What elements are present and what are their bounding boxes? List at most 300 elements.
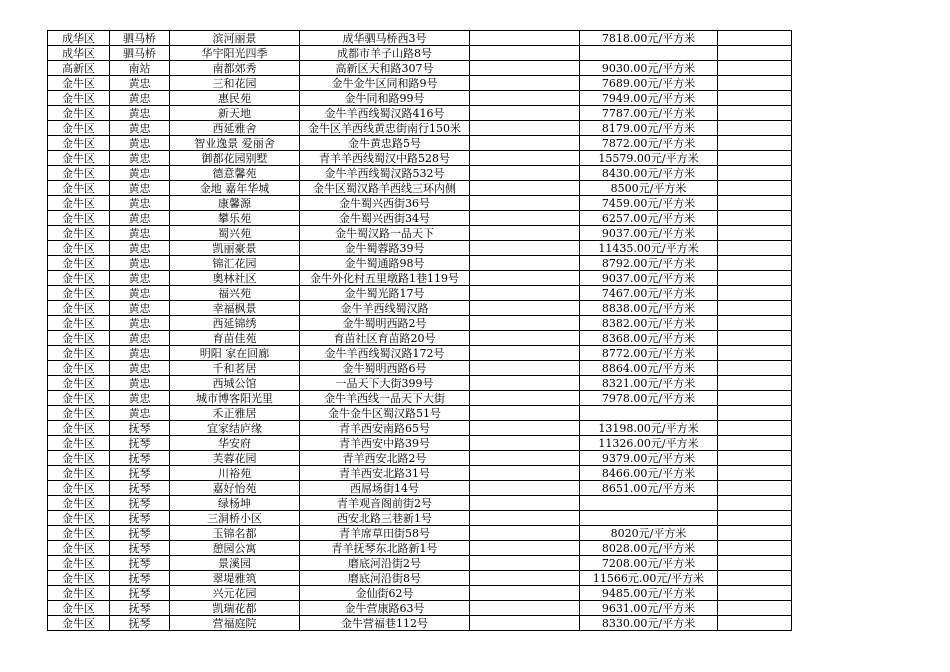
price-cell[interactable]: 8382.00元/平方米 (580, 316, 718, 331)
estate-name-cell[interactable]: 凯瑞花都 (170, 601, 300, 616)
estate-name-cell[interactable]: 育苗佳苑 (170, 331, 300, 346)
district-cell[interactable]: 金牛区 (48, 316, 110, 331)
extra-cell[interactable] (718, 466, 792, 481)
blank-cell[interactable] (470, 121, 580, 136)
district-cell[interactable]: 金牛区 (48, 181, 110, 196)
price-cell[interactable]: 9379.00元/平方米 (580, 451, 718, 466)
extra-cell[interactable] (718, 76, 792, 91)
extra-cell[interactable] (718, 421, 792, 436)
blank-cell[interactable] (470, 466, 580, 481)
price-cell[interactable]: 7208.00元/平方米 (580, 556, 718, 571)
address-cell[interactable]: 金牛同和路99号 (300, 91, 470, 106)
extra-cell[interactable] (718, 241, 792, 256)
estate-name-cell[interactable]: 城市博客阳光里 (170, 391, 300, 406)
area-cell[interactable]: 抚琴 (110, 451, 170, 466)
area-cell[interactable]: 驷马桥 (110, 46, 170, 61)
blank-cell[interactable] (470, 361, 580, 376)
extra-cell[interactable] (718, 496, 792, 511)
area-cell[interactable]: 黄忠 (110, 226, 170, 241)
extra-cell[interactable] (718, 31, 792, 46)
table-row (48, 346, 792, 361)
estate-name-cell[interactable]: 惠民苑 (170, 91, 300, 106)
estate-name-cell[interactable]: 新天地 (170, 106, 300, 121)
extra-cell[interactable] (718, 61, 792, 76)
area-cell[interactable]: 黄忠 (110, 166, 170, 181)
address-cell[interactable]: 磨底河沿街8号 (300, 571, 470, 586)
blank-cell[interactable] (470, 616, 580, 631)
blank-cell[interactable] (470, 421, 580, 436)
blank-cell[interactable] (470, 136, 580, 151)
address-cell[interactable]: 金牛营福巷112号 (300, 616, 470, 631)
address-cell[interactable]: 金牛羊西线蜀汉路 (300, 301, 470, 316)
district-cell[interactable]: 金牛区 (48, 301, 110, 316)
area-cell[interactable]: 驷马桥 (110, 31, 170, 46)
district-cell[interactable]: 金牛区 (48, 571, 110, 586)
district-cell[interactable]: 金牛区 (48, 256, 110, 271)
blank-cell[interactable] (470, 31, 580, 46)
district-cell[interactable]: 金牛区 (48, 421, 110, 436)
address-cell[interactable]: 金牛羊西线蜀汉路416号 (300, 106, 470, 121)
price-cell[interactable]: 13198.00元/平方米 (580, 421, 718, 436)
estate-name-cell[interactable]: 福兴苑 (170, 286, 300, 301)
area-cell[interactable]: 黄忠 (110, 316, 170, 331)
area-cell[interactable]: 抚琴 (110, 541, 170, 556)
address-cell[interactable]: 金牛蜀明西路2号 (300, 316, 470, 331)
price-cell[interactable] (580, 46, 718, 61)
address-cell[interactable]: 育苗社区育苗路20号 (300, 331, 470, 346)
table-row (48, 136, 792, 151)
price-cell[interactable]: 8838.00元/平方米 (580, 301, 718, 316)
blank-cell[interactable] (470, 91, 580, 106)
estate-name-cell[interactable]: 南都郊秀 (170, 61, 300, 76)
blank-cell[interactable] (470, 526, 580, 541)
estate-name-cell[interactable]: 景溪园 (170, 556, 300, 571)
price-cell[interactable]: 8028.00元/平方米 (580, 541, 718, 556)
address-cell[interactable]: 金牛蜀光路17号 (300, 286, 470, 301)
address-cell[interactable]: 金牛蜀通路98号 (300, 256, 470, 271)
address-cell[interactable]: 高新区天和路307号 (300, 61, 470, 76)
table-row (48, 121, 792, 136)
area-cell[interactable]: 黄忠 (110, 271, 170, 286)
area-cell[interactable]: 黄忠 (110, 196, 170, 211)
extra-cell[interactable] (718, 226, 792, 241)
estate-name-cell[interactable]: 翠堤雅筑 (170, 571, 300, 586)
estate-name-cell[interactable]: 兴元花园 (170, 586, 300, 601)
extra-cell[interactable] (718, 616, 792, 631)
estate-name-cell[interactable]: 西城公馆 (170, 376, 300, 391)
area-cell[interactable]: 抚琴 (110, 421, 170, 436)
extra-cell[interactable] (718, 271, 792, 286)
estate-name-cell[interactable]: 千和茗居 (170, 361, 300, 376)
area-cell[interactable]: 抚琴 (110, 466, 170, 481)
address-cell[interactable]: 金牛金牛区蜀汉路51号 (300, 406, 470, 421)
area-cell[interactable]: 黄忠 (110, 106, 170, 121)
price-cell[interactable]: 7689.00元/平方米 (580, 76, 718, 91)
blank-cell[interactable] (470, 376, 580, 391)
price-cell[interactable]: 8179.00元/平方米 (580, 121, 718, 136)
price-cell[interactable]: 9631.00元/平方米 (580, 601, 718, 616)
price-cell[interactable]: 8321.00元/平方米 (580, 376, 718, 391)
estate-name-cell[interactable]: 锦汇花园 (170, 256, 300, 271)
estate-name-cell[interactable]: 西延雅舍 (170, 121, 300, 136)
address-cell[interactable]: 青羊西安南路65号 (300, 421, 470, 436)
area-cell[interactable]: 抚琴 (110, 586, 170, 601)
area-cell[interactable]: 黄忠 (110, 136, 170, 151)
price-cell[interactable]: 8651.00元/平方米 (580, 481, 718, 496)
price-cell[interactable]: 8466.00元/平方米 (580, 466, 718, 481)
price-cell[interactable]: 7459.00元/平方米 (580, 196, 718, 211)
district-cell[interactable]: 金牛区 (48, 601, 110, 616)
address-cell[interactable]: 金牛区羊西线黄忠街南行150米 (300, 121, 470, 136)
area-cell[interactable]: 黄忠 (110, 211, 170, 226)
blank-cell[interactable] (470, 391, 580, 406)
extra-cell[interactable] (718, 166, 792, 181)
price-cell[interactable]: 8500元/平方米 (580, 181, 718, 196)
district-cell[interactable]: 金牛区 (48, 151, 110, 166)
district-cell[interactable]: 金牛区 (48, 391, 110, 406)
district-cell[interactable]: 金牛区 (48, 286, 110, 301)
extra-cell[interactable] (718, 346, 792, 361)
area-cell[interactable]: 黄忠 (110, 121, 170, 136)
blank-cell[interactable] (470, 241, 580, 256)
area-cell[interactable]: 抚琴 (110, 571, 170, 586)
price-cell[interactable] (580, 496, 718, 511)
address-cell[interactable]: 金牛羊西线蜀汉路172号 (300, 346, 470, 361)
extra-cell[interactable] (718, 181, 792, 196)
area-cell[interactable]: 黄忠 (110, 376, 170, 391)
address-cell[interactable]: 青羊西安北路2号 (300, 451, 470, 466)
district-cell[interactable]: 金牛区 (48, 481, 110, 496)
district-cell[interactable]: 金牛区 (48, 76, 110, 91)
estate-name-cell[interactable]: 营福庭院 (170, 616, 300, 631)
address-cell[interactable]: 金牛蜀蓉路39号 (300, 241, 470, 256)
area-cell[interactable]: 黄忠 (110, 241, 170, 256)
extra-cell[interactable] (718, 286, 792, 301)
extra-cell[interactable] (718, 406, 792, 421)
extra-cell[interactable] (718, 481, 792, 496)
extra-cell[interactable] (718, 601, 792, 616)
address-cell[interactable]: 金牛羊西线蜀汉路532号 (300, 166, 470, 181)
address-cell[interactable]: 金仙街62号 (300, 586, 470, 601)
area-cell[interactable]: 黄忠 (110, 91, 170, 106)
table-row (48, 211, 792, 226)
address-cell[interactable]: 金牛羊西线一品天下大街 (300, 391, 470, 406)
blank-cell[interactable] (470, 451, 580, 466)
area-cell[interactable]: 抚琴 (110, 481, 170, 496)
district-cell[interactable]: 金牛区 (48, 376, 110, 391)
price-cell[interactable]: 9030.00元/平方米 (580, 61, 718, 76)
extra-cell[interactable] (718, 136, 792, 151)
district-cell[interactable]: 金牛区 (48, 166, 110, 181)
extra-cell[interactable] (718, 361, 792, 376)
extra-cell[interactable] (718, 571, 792, 586)
extra-cell[interactable] (718, 211, 792, 226)
extra-cell[interactable] (718, 436, 792, 451)
estate-name-cell[interactable]: 禾正雅居 (170, 406, 300, 421)
estate-name-cell[interactable]: 康馨源 (170, 196, 300, 211)
district-cell[interactable]: 金牛区 (48, 496, 110, 511)
estate-name-cell[interactable]: 嘉好怡苑 (170, 481, 300, 496)
area-cell[interactable]: 抚琴 (110, 616, 170, 631)
blank-cell[interactable] (470, 331, 580, 346)
blank-cell[interactable] (470, 106, 580, 121)
table-row (48, 76, 792, 91)
district-cell[interactable]: 金牛区 (48, 121, 110, 136)
estate-name-cell[interactable]: 蜀兴苑 (170, 226, 300, 241)
address-cell[interactable]: 青羊抚琴东北路新1号 (300, 541, 470, 556)
district-cell[interactable]: 金牛区 (48, 586, 110, 601)
extra-cell[interactable] (718, 586, 792, 601)
blank-cell[interactable] (470, 181, 580, 196)
estate-name-cell[interactable]: 华安府 (170, 436, 300, 451)
district-cell[interactable]: 成华区 (48, 46, 110, 61)
area-cell[interactable]: 黄忠 (110, 151, 170, 166)
table-row (48, 151, 792, 166)
extra-cell[interactable] (718, 391, 792, 406)
blank-cell[interactable] (470, 406, 580, 421)
address-cell[interactable]: 西屌场街14号 (300, 481, 470, 496)
table-row (48, 406, 792, 421)
area-cell[interactable]: 黄忠 (110, 346, 170, 361)
estate-name-cell[interactable]: 凯丽豪景 (170, 241, 300, 256)
address-cell[interactable]: 金牛区蜀汉路羊西线三环内侧 (300, 181, 470, 196)
district-cell[interactable]: 金牛区 (48, 556, 110, 571)
address-cell[interactable]: 金牛黄忠路5号 (300, 136, 470, 151)
area-cell[interactable]: 南站 (110, 61, 170, 76)
blank-cell[interactable] (470, 556, 580, 571)
district-cell[interactable]: 金牛区 (48, 466, 110, 481)
address-cell[interactable]: 金牛金牛区同和路9号 (300, 76, 470, 91)
extra-cell[interactable] (718, 451, 792, 466)
area-cell[interactable]: 抚琴 (110, 601, 170, 616)
area-cell[interactable]: 黄忠 (110, 181, 170, 196)
table-row (48, 31, 792, 46)
district-cell[interactable]: 金牛区 (48, 271, 110, 286)
table-row (48, 91, 792, 106)
address-cell[interactable]: 西安北路三巷新1号 (300, 511, 470, 526)
address-cell[interactable]: 磨底河沿街2号 (300, 556, 470, 571)
estate-name-cell[interactable]: 绿杨坤 (170, 496, 300, 511)
blank-cell[interactable] (470, 286, 580, 301)
blank-cell[interactable] (470, 601, 580, 616)
district-cell[interactable]: 金牛区 (48, 136, 110, 151)
address-cell[interactable]: 青羊观音阁前街2号 (300, 496, 470, 511)
table-row (48, 436, 792, 451)
blank-cell[interactable] (470, 226, 580, 241)
price-cell[interactable]: 9037.00元/平方米 (580, 226, 718, 241)
blank-cell[interactable] (470, 211, 580, 226)
district-cell[interactable]: 金牛区 (48, 196, 110, 211)
price-cell[interactable]: 7818.00元/平方米 (580, 31, 718, 46)
table-row (48, 166, 792, 181)
extra-cell[interactable] (718, 196, 792, 211)
address-cell[interactable]: 青羊席草田街58号 (300, 526, 470, 541)
blank-cell[interactable] (470, 571, 580, 586)
blank-cell[interactable] (470, 586, 580, 601)
address-cell[interactable]: 金牛外化村五里墩路1巷119号 (300, 271, 470, 286)
estate-name-cell[interactable]: 幸福枫景 (170, 301, 300, 316)
estate-name-cell[interactable]: 三和花园 (170, 76, 300, 91)
area-cell[interactable]: 抚琴 (110, 496, 170, 511)
price-cell[interactable]: 7872.00元/平方米 (580, 136, 718, 151)
address-cell[interactable]: 成华驷马桥西3号 (300, 31, 470, 46)
area-cell[interactable]: 抚琴 (110, 511, 170, 526)
area-cell[interactable]: 黄忠 (110, 406, 170, 421)
blank-cell[interactable] (470, 76, 580, 91)
district-cell[interactable]: 金牛区 (48, 226, 110, 241)
table-row (48, 301, 792, 316)
price-cell[interactable]: 11566元.00元/平方米 (580, 571, 718, 586)
table-row (48, 181, 792, 196)
price-cell[interactable]: 8430.00元/平方米 (580, 166, 718, 181)
extra-cell[interactable] (718, 556, 792, 571)
blank-cell[interactable] (470, 346, 580, 361)
area-cell[interactable]: 黄忠 (110, 256, 170, 271)
blank-cell[interactable] (470, 301, 580, 316)
district-cell[interactable]: 金牛区 (48, 616, 110, 631)
address-cell[interactable]: 金牛营康路63号 (300, 601, 470, 616)
extra-cell[interactable] (718, 541, 792, 556)
extra-cell[interactable] (718, 91, 792, 106)
area-cell[interactable]: 黄忠 (110, 391, 170, 406)
estate-name-cell[interactable]: 西延锦绣 (170, 316, 300, 331)
district-cell[interactable]: 金牛区 (48, 331, 110, 346)
price-cell[interactable]: 7787.00元/平方米 (580, 106, 718, 121)
district-cell[interactable]: 金牛区 (48, 211, 110, 226)
extra-cell[interactable] (718, 301, 792, 316)
price-cell[interactable]: 9485.00元/平方米 (580, 586, 718, 601)
address-cell[interactable]: 青羊西安北路31号 (300, 466, 470, 481)
table-row (48, 226, 792, 241)
area-cell[interactable]: 黄忠 (110, 286, 170, 301)
area-cell[interactable]: 黄忠 (110, 76, 170, 91)
blank-cell[interactable] (470, 496, 580, 511)
extra-cell[interactable] (718, 151, 792, 166)
area-cell[interactable]: 黄忠 (110, 331, 170, 346)
spreadsheet-body (48, 31, 792, 631)
estate-name-cell[interactable]: 攀乐苑 (170, 211, 300, 226)
address-cell[interactable]: 金牛蜀兴西街36号 (300, 196, 470, 211)
estate-name-cell[interactable]: 奥林社区 (170, 271, 300, 286)
area-cell[interactable]: 抚琴 (110, 556, 170, 571)
district-cell[interactable]: 金牛区 (48, 406, 110, 421)
blank-cell[interactable] (470, 166, 580, 181)
estate-name-cell[interactable]: 华宇阳光四季 (170, 46, 300, 61)
table-row (48, 376, 792, 391)
extra-cell[interactable] (718, 46, 792, 61)
price-cell[interactable]: 8020元/平方米 (580, 526, 718, 541)
price-cell[interactable]: 8864.00元/平方米 (580, 361, 718, 376)
district-cell[interactable]: 金牛区 (48, 511, 110, 526)
extra-cell[interactable] (718, 526, 792, 541)
price-cell[interactable]: 8368.00元/平方米 (580, 331, 718, 346)
address-cell[interactable]: 金牛蜀兴西街34号 (300, 211, 470, 226)
blank-cell[interactable] (470, 436, 580, 451)
price-cell[interactable]: 7978.00元/平方米 (580, 391, 718, 406)
estate-name-cell[interactable]: 玉锦名都 (170, 526, 300, 541)
district-cell[interactable]: 金牛区 (48, 451, 110, 466)
extra-cell[interactable] (718, 331, 792, 346)
district-cell[interactable]: 成华区 (48, 31, 110, 46)
district-cell[interactable]: 金牛区 (48, 526, 110, 541)
blank-cell[interactable] (470, 256, 580, 271)
price-cell[interactable]: 6257.00元/平方米 (580, 211, 718, 226)
blank-cell[interactable] (470, 151, 580, 166)
price-cell[interactable]: 8330.00元/平方米 (580, 616, 718, 631)
price-cell[interactable]: 7467.00元/平方米 (580, 286, 718, 301)
estate-name-cell[interactable]: 川裕苑 (170, 466, 300, 481)
area-cell[interactable]: 黄忠 (110, 361, 170, 376)
district-cell[interactable]: 金牛区 (48, 346, 110, 361)
address-cell[interactable]: 金牛蜀明西路6号 (300, 361, 470, 376)
price-cell[interactable]: 8792.00元/平方米 (580, 256, 718, 271)
table-row (48, 496, 792, 511)
address-cell[interactable]: 成都市羊子山路8号 (300, 46, 470, 61)
address-cell[interactable]: 青羊羊西线蜀汉中路528号 (300, 151, 470, 166)
price-cell[interactable] (580, 406, 718, 421)
estate-name-cell[interactable]: 金地 嘉年华城 (170, 181, 300, 196)
extra-cell[interactable] (718, 511, 792, 526)
district-cell[interactable]: 高新区 (48, 61, 110, 76)
district-cell[interactable]: 金牛区 (48, 91, 110, 106)
district-cell[interactable]: 金牛区 (48, 541, 110, 556)
blank-cell[interactable] (470, 271, 580, 286)
address-cell[interactable]: 青羊西安中路39号 (300, 436, 470, 451)
price-cell[interactable]: 7949.00元/平方米 (580, 91, 718, 106)
address-cell[interactable]: 金牛蜀汉路一品天下 (300, 226, 470, 241)
extra-cell[interactable] (718, 121, 792, 136)
table-row (48, 571, 792, 586)
extra-cell[interactable] (718, 106, 792, 121)
blank-cell[interactable] (470, 511, 580, 526)
table-row (48, 196, 792, 211)
blank-cell[interactable] (470, 316, 580, 331)
district-cell[interactable]: 金牛区 (48, 241, 110, 256)
estate-name-cell[interactable]: 宜家结庐缘 (170, 421, 300, 436)
area-cell[interactable]: 抚琴 (110, 526, 170, 541)
price-cell[interactable]: 8772.00元/平方米 (580, 346, 718, 361)
area-cell[interactable]: 黄忠 (110, 301, 170, 316)
table-row (48, 601, 792, 616)
blank-cell[interactable] (470, 61, 580, 76)
address-cell[interactable]: 一品天下大街399号 (300, 376, 470, 391)
estate-name-cell[interactable]: 憩园公寓 (170, 541, 300, 556)
price-cell[interactable]: 9037.00元/平方米 (580, 271, 718, 286)
blank-cell[interactable] (470, 46, 580, 61)
area-cell[interactable]: 抚琴 (110, 436, 170, 451)
estate-name-cell[interactable]: 智业逸景 爱丽舍 (170, 136, 300, 151)
price-cell[interactable]: 15579.00元/平方米 (580, 151, 718, 166)
estate-name-cell[interactable]: 德意馨苑 (170, 166, 300, 181)
blank-cell[interactable] (470, 481, 580, 496)
blank-cell[interactable] (470, 196, 580, 211)
district-cell[interactable]: 金牛区 (48, 106, 110, 121)
blank-cell[interactable] (470, 541, 580, 556)
district-cell[interactable]: 金牛区 (48, 361, 110, 376)
estate-name-cell[interactable]: 芙蓉花园 (170, 451, 300, 466)
estate-name-cell[interactable]: 滨河丽景 (170, 31, 300, 46)
district-cell[interactable]: 金牛区 (48, 436, 110, 451)
price-cell[interactable]: 11326.00元/平方米 (580, 436, 718, 451)
price-cell[interactable] (580, 511, 718, 526)
extra-cell[interactable] (718, 376, 792, 391)
estate-name-cell[interactable]: 明阳 家在回廊 (170, 346, 300, 361)
extra-cell[interactable] (718, 316, 792, 331)
extra-cell[interactable] (718, 256, 792, 271)
price-cell[interactable]: 11435.00元/平方米 (580, 241, 718, 256)
estate-name-cell[interactable]: 御都花园别墅 (170, 151, 300, 166)
estate-name-cell[interactable]: 三洞桥小区 (170, 511, 300, 526)
